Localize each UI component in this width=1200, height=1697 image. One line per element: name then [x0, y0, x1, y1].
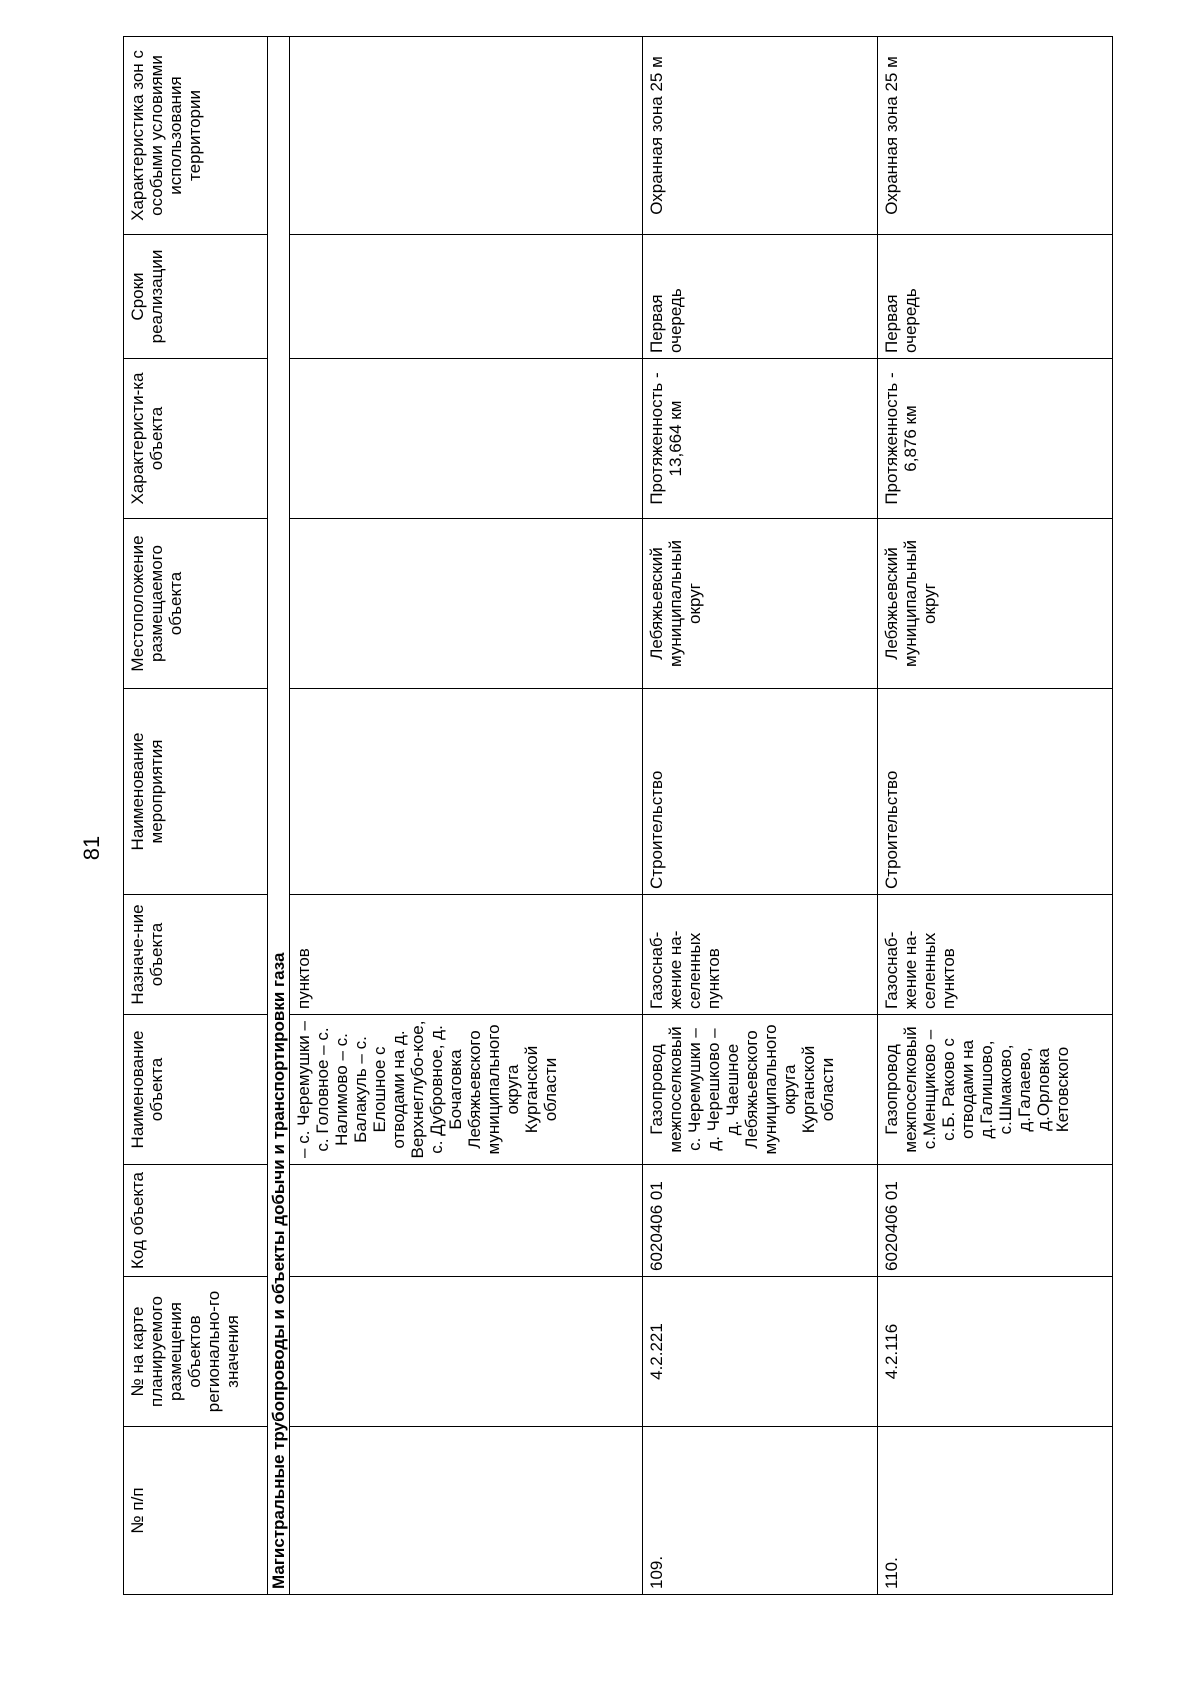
table-cell: [290, 689, 643, 895]
header-cell: Наименование мероприятия: [124, 689, 268, 895]
table-cell: [290, 519, 643, 689]
zone-cell: Охранная зона 25 м: [878, 37, 1113, 235]
table-cell: [290, 1165, 643, 1277]
header-cell: Наименование объекта: [124, 1015, 268, 1165]
table-cell: [290, 1427, 643, 1595]
map-number-cell: 4.2.221: [643, 1277, 878, 1427]
characteristic-cell: Протяженность - 13,664 км: [643, 359, 878, 519]
object-name-cell: – с. Черемушки – с. Головное – с. Налимово – с. Балакуль – с. Елошное с отводами на д. Верхнеглубо-кое, с. Дубровное, д. Бочаговка Лебяжьевского муниципального округа Курганской области: [290, 1015, 643, 1165]
header-cell: Сроки реализации: [124, 235, 268, 359]
table-cell: [290, 1277, 643, 1427]
map-number-cell: 4.2.116: [878, 1277, 1113, 1427]
object-code-cell: 6020406 01: [643, 1165, 878, 1277]
timing-cell: Первая очередь: [643, 235, 878, 359]
characteristic-cell: Протяженность - 6,876 км: [878, 359, 1113, 519]
object-name-cell: Газопровод межпоселковый с.Менщиково – с.Б. Раково с отводами на д.Галишово, с.Шмаково, д.Галаево, д.Орловка Кетовского: [878, 1015, 1113, 1165]
location-cell: Лебяжьевский муниципальный округ: [643, 519, 878, 689]
object-purpose-cell: Газоснаб-жение на-селенных пунктов: [643, 895, 878, 1015]
table-row: [878, 37, 1113, 1595]
header-cell: № на карте планируемого размещения объектов регионально-го значения: [124, 1277, 268, 1427]
table-cell: [290, 359, 643, 519]
header-cell: Характеристика зон с особыми условиями использования территории: [124, 37, 268, 235]
header-cell: Характеристи-ка объекта: [124, 359, 268, 519]
object-purpose-cell: Газоснаб-жение на-селенных пунктов: [878, 895, 1113, 1015]
section-row: [268, 37, 290, 1595]
header-cell: Местоположение размещаемого объекта: [124, 519, 268, 689]
timing-cell: Первая очередь: [878, 235, 1113, 359]
table-row: [290, 37, 643, 1595]
zone-cell: Охранная зона 25 м: [643, 37, 878, 235]
objects-table: [123, 36, 1113, 1595]
object-name-cell: Газопровод межпоселковый с. Черемушки – д. Черешково – д. Чаешное Лебяжьевского муниципального округа Курганской области: [643, 1015, 878, 1165]
header-cell: Код объекта: [124, 1165, 268, 1277]
page-number: 81: [79, 835, 104, 861]
header-row: [124, 37, 268, 1595]
header-cell: № п/п: [124, 1427, 268, 1595]
activity-cell: Строительство: [878, 689, 1113, 895]
row-number-cell: 109.: [643, 1427, 878, 1595]
header-cell: Назначе-ние объекта: [124, 895, 268, 1015]
table-cell: [290, 235, 643, 359]
location-cell: Лебяжьевский муниципальный округ: [878, 519, 1113, 689]
object-purpose-cell: пунктов: [290, 895, 643, 1015]
activity-cell: Строительство: [643, 689, 878, 895]
table-cell: [290, 37, 643, 235]
table-row: [643, 37, 878, 1595]
section-title: Магистральные трубопроводы и объекты добычи и транспортировки газа: [268, 37, 290, 1595]
object-code-cell: 6020406 01: [878, 1165, 1113, 1277]
rotated-table-container: [123, 50, 1123, 1595]
row-number-cell: 110.: [878, 1427, 1113, 1595]
